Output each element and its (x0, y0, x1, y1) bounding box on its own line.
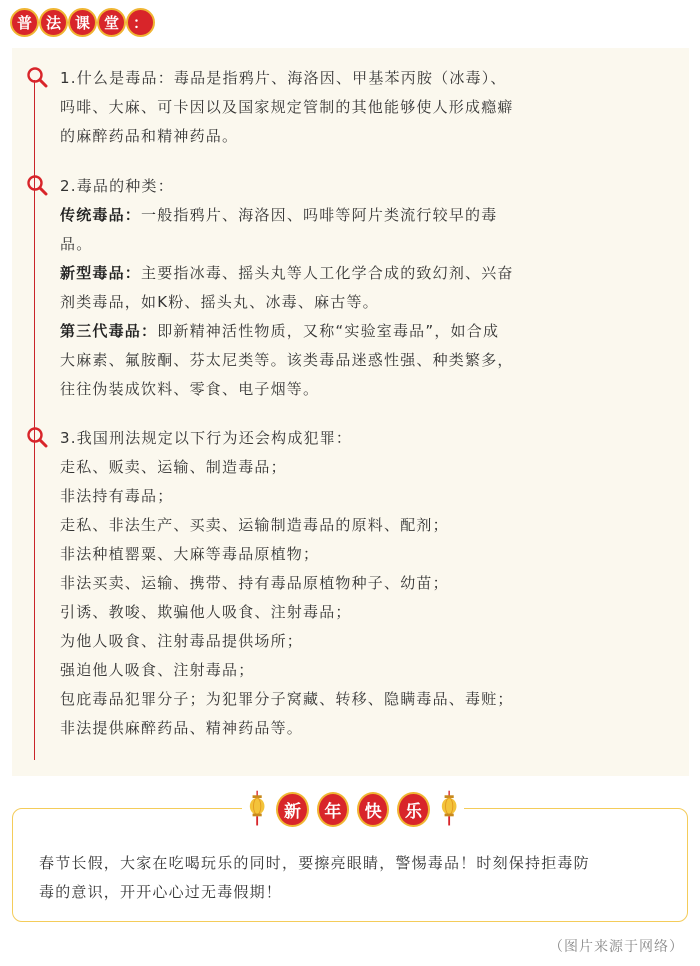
list-item: 走私、贩卖、运输、制造毒品； (60, 458, 287, 476)
list-item: 非法种植罂粟、大麻等毒品原植物； (60, 545, 320, 563)
search-icon (26, 174, 48, 196)
text-line: 品。 (60, 235, 93, 253)
search-icon (26, 426, 48, 448)
text-line: 往往伪装成饮料、零食、电子烟等。 (60, 380, 320, 398)
list-item: 走私、非法生产、买卖、运输制造毒品的原料、配剂； (60, 516, 449, 534)
title-badge: 课 (68, 8, 97, 37)
new-year-char-badge: 新 (276, 792, 308, 827)
new-year-char-badge: 乐 (397, 792, 429, 827)
list-item: 强迫他人吸食、注射毒品； (60, 661, 255, 679)
text-line: 一般指鸦片、海洛因、吗啡等阿片类流行较早的毒 (141, 206, 498, 224)
section-crimes (60, 424, 580, 743)
list-item: 非法提供麻醉药品、精神药品等。 (60, 719, 304, 737)
text-line: 毒的意识，开开心心过无毒假期！ (39, 883, 283, 901)
new-year-title (242, 788, 464, 830)
new-year-message (39, 849, 669, 907)
text-line: 的麻醉药品和精神药品。 (60, 127, 239, 145)
lantern-icon (440, 789, 458, 829)
lantern-icon (248, 789, 266, 829)
title-badge: 普 (10, 8, 39, 37)
text-line: 大麻素、氟胺酮、芬太尼类等。该类毒品迷惑性强、种类繁多， (60, 351, 514, 369)
list-item: 引诱、教唆、欺骗他人吸食、注射毒品； (60, 603, 352, 621)
new-year-char-badge: 年 (317, 792, 349, 827)
image-source-caption: （图片来源于网络） (549, 939, 684, 955)
section-title: 3.我国刑法规定以下行为还会构成犯罪： (60, 429, 353, 447)
list-item: 非法买卖、运输、携带、持有毒品原植物种子、幼苗； (60, 574, 449, 592)
text-line: 主要指冰毒、摇头丸等人工化学合成的致幻剂、兴奋 (141, 264, 514, 282)
law-class-content (12, 48, 689, 776)
new-year-char-badge: 快 (357, 792, 389, 827)
keyword-traditional: 传统毒品： (60, 206, 142, 224)
title-badge: 法 (39, 8, 68, 37)
keyword-new-type: 新型毒品： (60, 264, 142, 282)
section-what-is-drug (60, 64, 580, 151)
search-icon (26, 66, 48, 88)
text-line: 剂类毒品，如K粉、摇头丸、冰毒、麻古等。 (60, 293, 379, 311)
list-item: 包庇毒品犯罪分子；为犯罪分子窝藏、转移、隐瞒毒品、毒赃； (60, 690, 514, 708)
list-item: 为他人吸食、注射毒品提供场所； (60, 632, 304, 650)
title-badge: ： (126, 8, 155, 37)
text-line: 吗啡、大麻、可卡因以及国家规定管制的其他能够使人形成瘾癖 (60, 98, 514, 116)
text-line: 春节长假，大家在吃喝玩乐的同时，要擦亮眼睛，警惕毒品！时刻保持拒毒防 (39, 854, 590, 872)
title-badge: 堂 (97, 8, 126, 37)
list-item: 非法持有毒品； (60, 487, 174, 505)
keyword-third-gen: 第三代毒品： (60, 322, 158, 340)
section-drug-types (60, 172, 580, 404)
text-line: 1.什么是毒品：毒品是指鸦片、海洛因、甲基苯丙胺（冰毒）、 (60, 69, 507, 87)
section-title: 2.毒品的种类： (60, 177, 174, 195)
text-line: 即新精神活性物质，又称“实验室毒品”，如合成 (157, 322, 500, 340)
section-title-badges (10, 8, 155, 37)
